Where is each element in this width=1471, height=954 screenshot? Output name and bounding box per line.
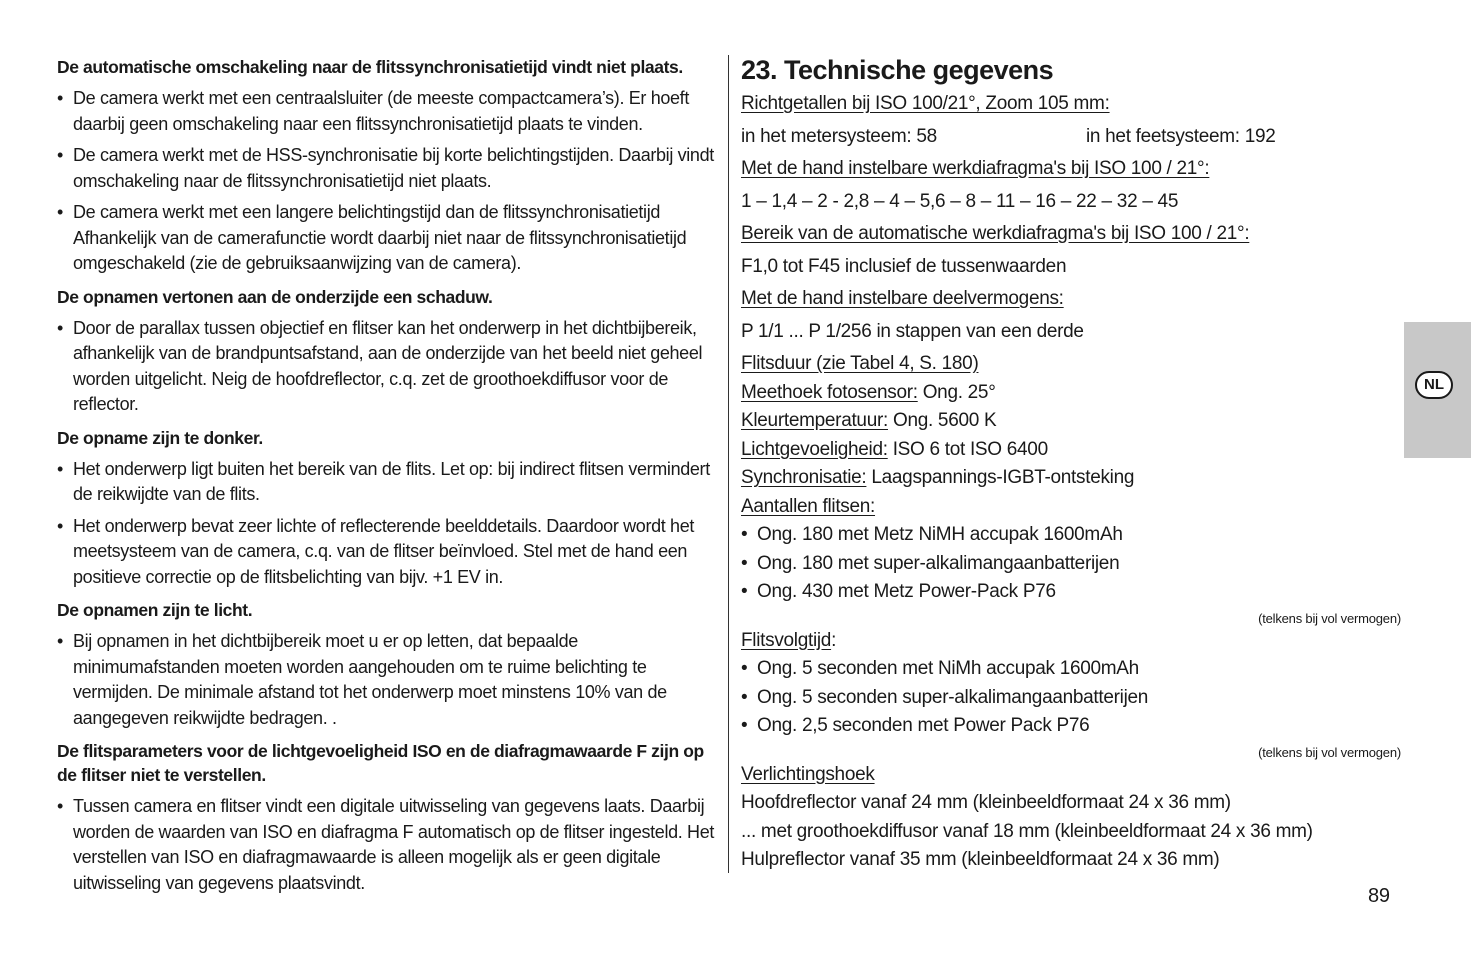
section-heading: De opnamen zijn te licht.	[57, 600, 253, 620]
bullet-list	[57, 316, 717, 418]
section-heading: De opnamen vertonen aan de onderzijde een schaduw.	[57, 286, 493, 307]
sensitivity-value: ISO 6 tot ISO 6400	[887, 438, 1048, 460]
list-item: • Bij opnamen in het dichtbijbereik moet u er op letten, dat bepaalde minimumafstanden moeten worden aangehouden om te ruime belichting te vermijden. De minimale afstand tot het onderwerp moet minstens 10% van de aangegeven reikwijdte bedragen. .	[57, 629, 717, 731]
list-item: • Ong. 430 met Metz Power-Pack P76	[741, 578, 1401, 607]
list-item: • Het onderwerp ligt buiten het bereik van de flits. Let op: bij indirect flitsen vermindert de reikwijdte van de flits.	[57, 457, 717, 508]
list-item: • Ong. 2,5 seconden met Power Pack P76	[741, 712, 1401, 741]
sensitivity-row	[741, 436, 1401, 465]
lighting-line: ... met groothoekdiffusor vanaf 18 mm (kleinbeeldformaat 24 x 36 mm)	[741, 820, 1313, 842]
list-item: • Tussen camera en flitser vindt een digitale uitwisseling van gegevens laats. Daarbij worden de waarden van ISO en diafragma F automatisch op de flitser ingesteld. Het verstellen van ISO en diafragmawaarde is alleen mogelijk als er geen digitale uitwisseling van gegevens plaatsvindt.	[57, 794, 717, 896]
meter-angle-value: Ong. 25°	[917, 381, 996, 403]
flash-duration: Flitsduur (zie Tabel 4, S. 180)	[741, 353, 979, 374]
auto-aperture-values: F1,0 tot F45 inclusief de tussenwaarden	[741, 255, 1067, 277]
bullet-list	[57, 457, 717, 591]
guide-metric: in het metersysteem: 58	[741, 125, 937, 147]
color-temp-label: Kleurtemperatuur:	[741, 410, 888, 431]
color-temp-value: Ong. 5600 K	[887, 410, 997, 431]
guide-number-heading: Richtgetallen bij ISO 100/21°, Zoom 105 mm:	[741, 93, 1110, 114]
lighting-line: Hoofdreflector vanaf 24 mm (kleinbeeldformaat 24 x 36 mm)	[741, 792, 1231, 813]
section-heading: De flitsparameters voor de lichtgevoeligheid ISO en de diafragmawaarde F zijn op de flitser niet te verstellen.	[57, 741, 704, 785]
recycle-heading	[741, 627, 1401, 656]
technical-data-column	[741, 50, 1401, 875]
list-item: • De camera werkt met een centraalsluiter (de meeste compactcamera’s). Er hoeft daarbij geen omschakeling naar een flitssynchronisatietijd plaats te vinden.	[57, 86, 717, 137]
page-title: 23. Technische gegevens	[741, 55, 1054, 85]
list-item: • Ong. 180 met Metz NiMH accupak 1600mAh	[741, 521, 1401, 550]
lighting-angle-heading: Verlichtingshoek	[741, 763, 875, 785]
meter-angle-row	[741, 379, 1401, 408]
list-item: • Ong. 180 met super-alkalimangaanbatterijen	[741, 550, 1401, 579]
sensitivity-label: Lichtgevoeligheid:	[741, 438, 888, 460]
list-item: • Ong. 5 seconden met NiMh accupak 1600mAh	[741, 655, 1401, 684]
meter-angle-label: Meethoek fotosensor:	[741, 381, 918, 403]
sync-label: Synchronisatie:	[741, 467, 867, 488]
sync-row	[741, 464, 1401, 493]
bullet-list	[57, 86, 717, 277]
list-item: • De camera werkt met een langere belichtingstijd dan de flitssynchronisatietijd Afhankelijk van de camerafunctie wordt daarbij niet naar de flitssynchronisatietijd omgeschakeld (zie de gebruiksaanwijzing van de camera).	[57, 200, 717, 277]
column-divider	[728, 55, 729, 873]
recycle-label: Flitsvolgtijd	[741, 629, 832, 651]
bullet-list	[57, 794, 717, 896]
manual-aperture-values: 1 – 1,4 – 2 - 2,8 – 4 – 5,6 – 8 – 11 – 16 – 22 – 32 – 45	[741, 190, 1179, 212]
list-item: • De camera werkt met de HSS-synchronisatie bij korte belichtingstijden. Daarbij vindt omschakeling naar de flitssynchronisatietijd niet plaats.	[57, 143, 717, 194]
partial-power-values: P 1/1 ... P 1/256 in stappen van een derde	[741, 320, 1084, 342]
sync-value: Laagspannings-IGBT-ontsteking	[866, 467, 1135, 488]
recycle-note: (telkens bij vol vermogen)	[1258, 744, 1401, 760]
color-temp-row	[741, 407, 1401, 436]
partial-power-heading: Met de hand instelbare deelvermogens:	[741, 288, 1064, 309]
flash-count-note: (telkens bij vol vermogen)	[1258, 610, 1401, 626]
flash-count-heading: Aantallen flitsen:	[741, 495, 876, 517]
page-number: 89	[1368, 885, 1390, 907]
list-item: • Het onderwerp bevat zeer lichte of reflecterende beelddetails. Daardoor wordt het meetsysteem van de camera, c.q. van de flitser beïnvloed. Stel met de hand een positieve correctie op de flitsbelichting van bijv. +1 EV in.	[57, 514, 717, 591]
list-item: • Ong. 5 seconden super-alkalimangaanbatterijen	[741, 684, 1401, 713]
guide-number-row	[741, 123, 1401, 152]
auto-aperture-heading: Bereik van de automatische werkdiafragma's bij ISO 100 / 21°:	[741, 223, 1250, 244]
section-heading: De opname zijn te donker.	[57, 427, 263, 448]
language-badge: NL	[1415, 371, 1453, 399]
lighting-line: Hulpreflector vanaf 35 mm (kleinbeeldformaat 24 x 36 mm)	[741, 849, 1220, 870]
guide-feet: in het feetsysteem: 192	[1086, 125, 1276, 147]
bullet-list	[57, 629, 717, 731]
troubleshooting-column	[57, 55, 717, 904]
manual-aperture-heading: Met de hand instelbare werkdiafragma's bij ISO 100 / 21°:	[741, 158, 1210, 179]
list-item: • Door de parallax tussen objectief en flitser kan het onderwerp in het dichtbijbereik, afhankelijk van de brandpuntsafstand, aan de onderzijde van het beeld niet geheel worden uitgelicht. Neig de hoofdreflector, c.q. zet de groothoekdiffusor voor de reflector.	[57, 316, 717, 418]
recycle-colon: :	[831, 629, 837, 651]
section-heading: De automatische omschakeling naar de flitssynchronisatietijd vindt niet plaats.	[57, 57, 683, 77]
